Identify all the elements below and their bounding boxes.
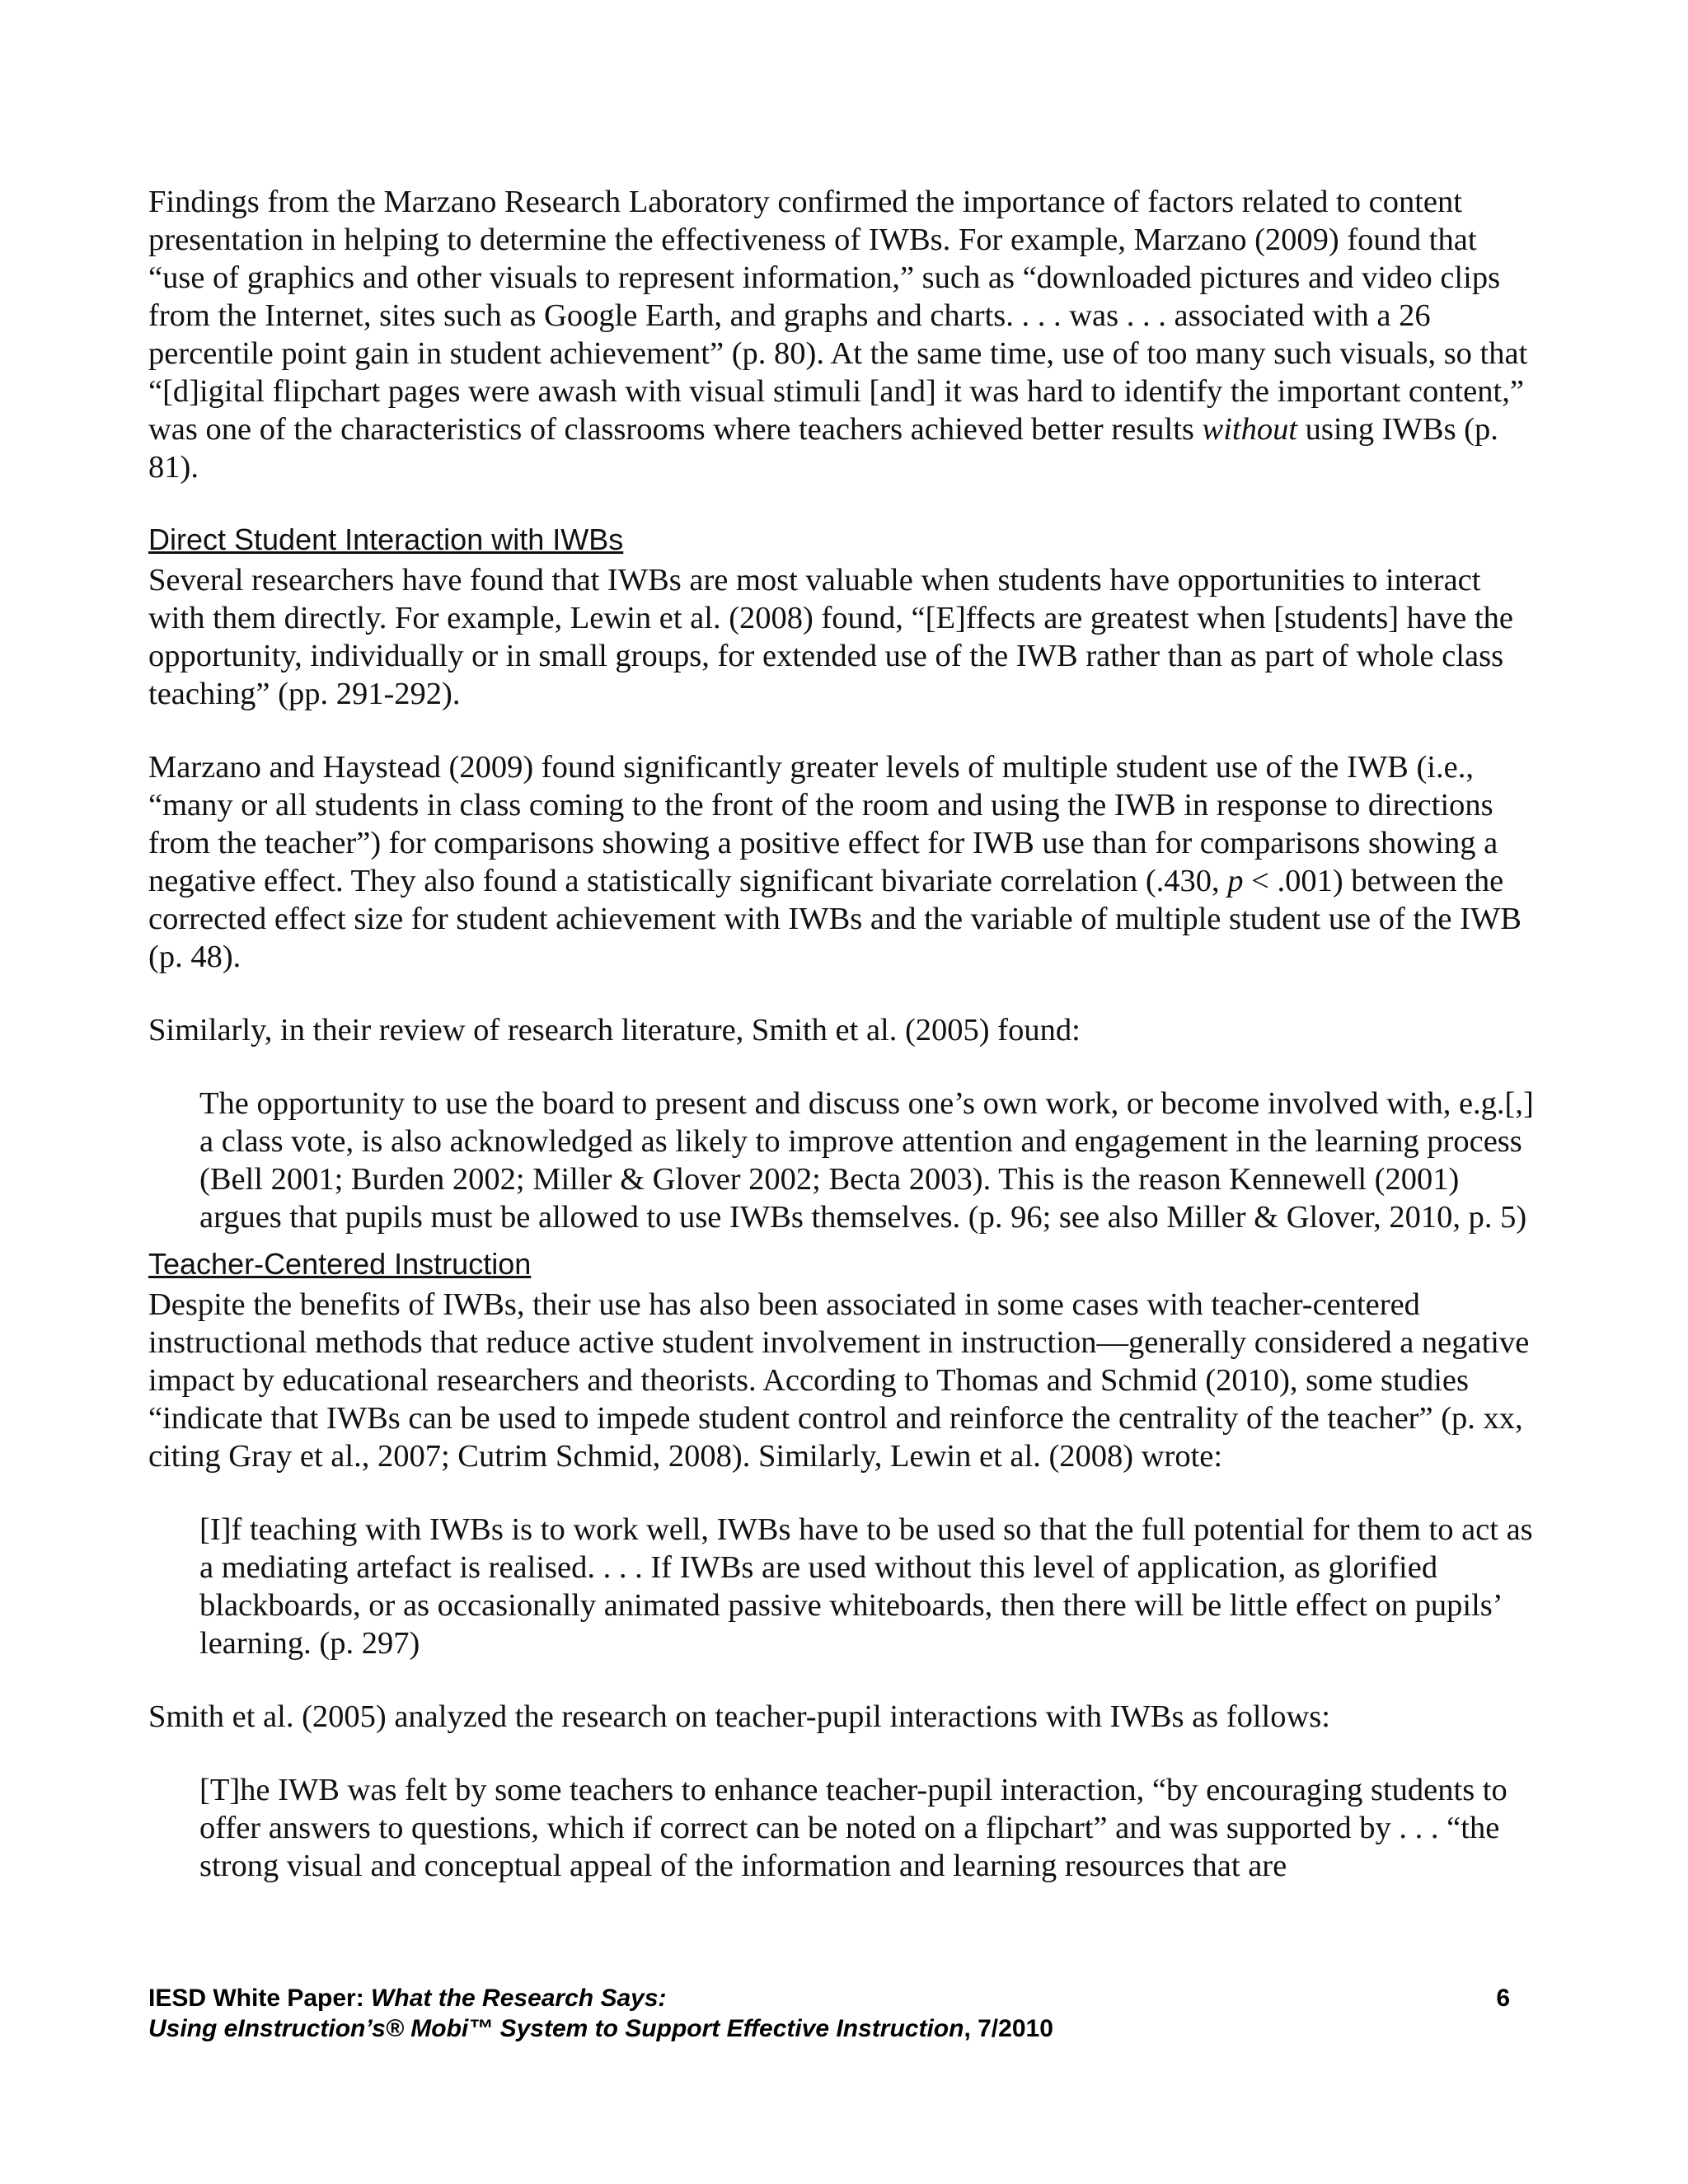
paragraph-despite-benefits: Despite the benefits of IWBs, their use has also been associated in some cases with teacher-centered instructional methods that reduce active student involvement in instruction—generally considered a negative impact by educational researchers and theorists. According to Thomas and Schmid (2010), some studies “indicate that IWBs can be used to impede student control and reinforce the centrality of the teacher” (p. xx, citing Gray et al., 2007; Cutrim Schmid, 2008). Similarly, Lewin et al. (2008) wrote: <box>148 1287 1530 1474</box>
page-number: 6 <box>1496 1985 1510 2012</box>
page-footer <box>148 1983 1540 2044</box>
footer-line-2: Using eInstruction’s® Mobi™ System to Support Effective Instruction, 7/2010 <box>148 2015 1053 2042</box>
block-quote-lewin: [I]f teaching with IWBs is to work well, IWBs have to be used so that the full potential for them to act as a mediating artefact is realised. . . . If IWBs are used without this level of application, as glorified blackboards, or as occasionally animated passive whiteboards, then there will be little effect on pupils’ learning. (p. 297) <box>199 1512 1533 1661</box>
footer-line-1 <box>148 1983 1540 2013</box>
footer-title: IESD White Paper: What the Research Says: <box>148 1985 667 2012</box>
paragraph-several-researchers: Several researchers have found that IWBs are most valuable when students have opportunities to interact with them directly. For example, Lewin et al. (2008) found, “[E]ffects are greatest when [students] have the opportunity, individually or in small groups, for extended use of the IWB rather than as part of whole class teaching” (pp. 291-292). <box>148 563 1513 711</box>
paragraph-smith-analyzed: Smith et al. (2005) analyzed the research on teacher-pupil interactions with IWBs as follows: <box>148 1699 1330 1734</box>
block-quote-opportunity: The opportunity to use the board to present and discuss one’s own work, or become involved with, e.g.[,] a class vote, is also acknowledged as likely to improve attention and engagement in the learning process (Bell 2001; Burden 2002; Miller & Glover 2002; Becta 2003). This is the reason Kennewell (2001) argues that pupils must be allowed to use IWBs themselves. (p. 96; see also Miller & Glover, 2010, p. 5) <box>199 1086 1534 1235</box>
paragraph-marzano-findings: Findings from the Marzano Research Laboratory confirmed the importance of factors related to content presentation in helping to determine the effectiveness of IWBs. For example, Marzano (2009) found that “use of graphics and other visuals to represent information,” such as “downloaded pictures and video clips from the Internet, sites such as Google Earth, and graphs and charts. . . . was . . . associated with a 26 percentile point gain in student achievement” (p. 80). At the same time, use of too many such visuals, so that “[d]igital flipchart pages were awash with visual stimuli [and] it was hard to identify the important content,” was one of the characteristics of classrooms where teachers achieved better results without using IWBs (p. 81). <box>148 185 1528 485</box>
section-heading-teacher-centered: Teacher-Centered Instruction <box>148 1247 532 1281</box>
paragraph-smith-review: Similarly, in their review of research literature, Smith et al. (2005) found: <box>148 1013 1081 1047</box>
block-quote-iwb-felt: [T]he IWB was felt by some teachers to enhance teacher-pupil interaction, “by encouraging students to offer answers to questions, which if correct can be noted on a flipchart” and was supported by . . . “the strong visual and conceptual appeal of the information and learning resources that are <box>199 1773 1507 1883</box>
paragraph-marzano-haystead: Marzano and Haystead (2009) found significantly greater levels of multiple student use of the IWB (i.e., “many or all students in class coming to the front of the room and using the IWB in response to directions from the teacher”) for comparisons showing a positive effect for IWB use than for comparisons showing a negative effect. They also found a statistically significant bivariate correlation (.430, p < .001) between the corrected effect size for student achievement with IWBs and the variable of multiple student use of the IWB (p. 48). <box>148 750 1522 974</box>
section-heading-direct-student-interaction: Direct Student Interaction with IWBs <box>148 523 624 556</box>
